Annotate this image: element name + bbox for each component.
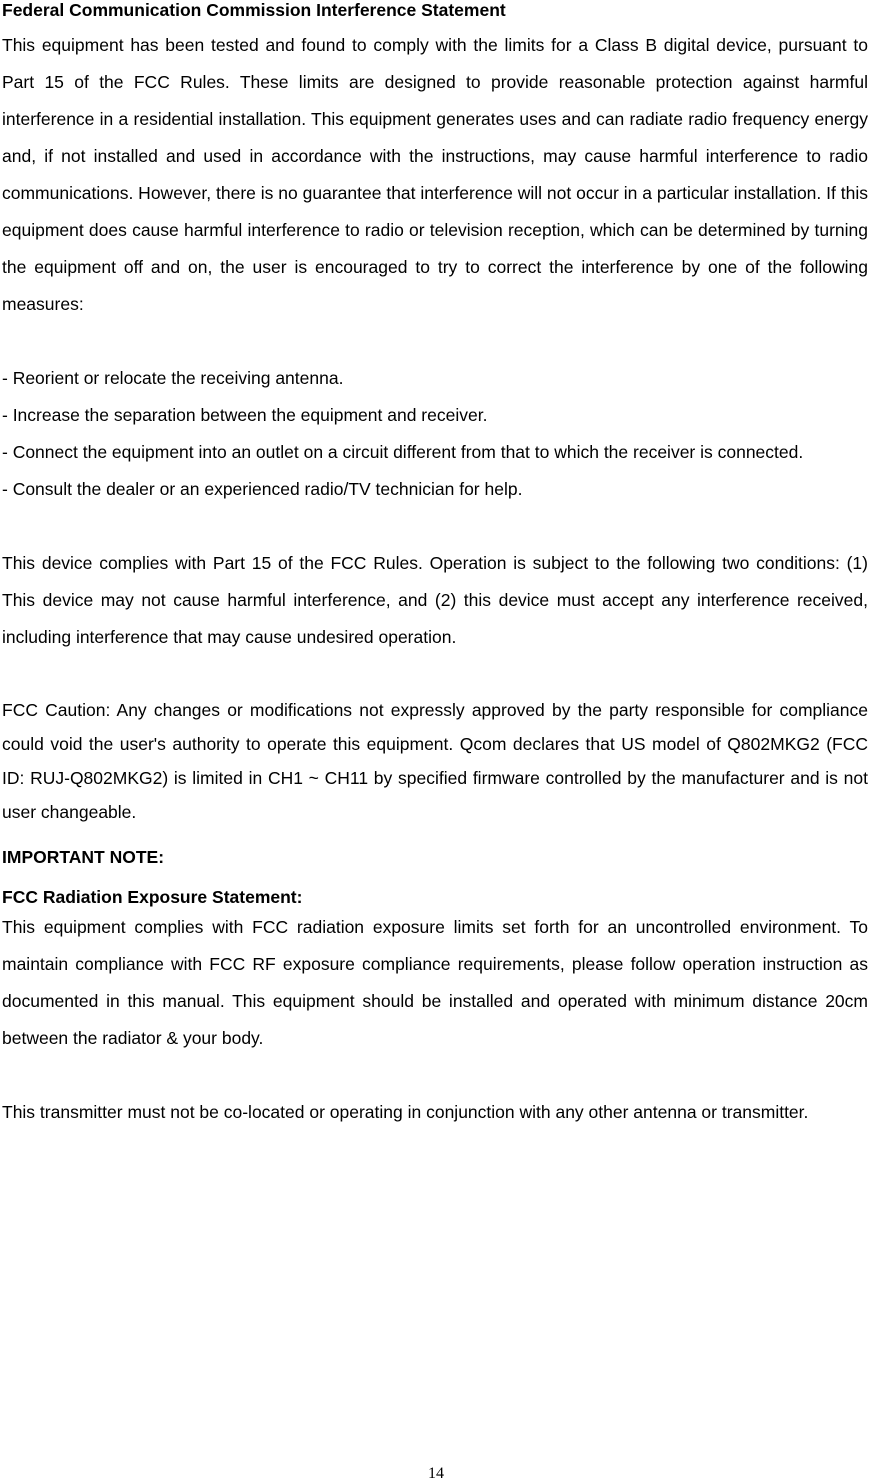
fcc-interference-body: This equipment has been tested and found to comply with the limits for a Class B digital device, pursuant to Part 15 of the FCC Rules. These limits are designed to provide reasonable protection against harmful interference in a residential installation. This equipment generates uses and can radiate radio frequency energy and, if not installed and used in accordance with the instructions, may cause harmful interference to radio communications. However, there is no guarantee that interference will not occur in a particular installation. If this equipment does cause harmful interference to radio or television reception, which can be determined by turning the equipment off and on, the user is encouraged to try to correct the interference by one of the following measures: [2,35,868,314]
page-number: 14 [428,1465,444,1482]
spacer [2,508,868,545]
measure-item: - Reorient or relocate the receiving antenna. [2,368,344,388]
important-note: IMPORTANT NOTE: [2,847,165,867]
document-page [2,0,868,1131]
fcc-caution: FCC Caution: Any changes or modifications not expressly approved by the party responsible for compliance could void the user's authority to operate this equipment. Qcom declares that US model of Q802MKG2 (FCC ID: RUJ-Q802MKG2) is limited in CH1 ~ CH11 by specified firmware controlled by the manufacturer and is not user changeable. [2,700,868,822]
spacer [2,1057,868,1094]
fcc-interference-title: Federal Communication Commission Interference Statement [2,0,506,20]
radiation-title: FCC Radiation Exposure Statement: [2,887,303,907]
part15-conditions: This device complies with Part 15 of the FCC Rules. Operation is subject to the following two conditions: (1) This device may not cause harmful interference, and (2) this device must accept any interference received, including interference that may cause undesired operation. [2,553,868,647]
spacer [2,323,868,360]
measure-item: - Consult the dealer or an experienced radio/TV technician for help. [2,479,523,499]
radiation-body: This equipment complies with FCC radiation exposure limits set forth for an uncontrolled environment. To maintain compliance with FCC RF exposure compliance requirements, please follow operation instruction as documented in this manual. This equipment should be installed and operated with minimum distance 20cm between the radiator & your body. [2,917,868,1048]
measure-item: - Connect the equipment into an outlet on a circuit different from that to which the receiver is connected. [2,442,804,462]
co-location: This transmitter must not be co-located or operating in conjunction with any other antenna or transmitter. [2,1102,809,1122]
measure-item: - Increase the separation between the equipment and receiver. [2,405,488,425]
spacer [2,656,868,693]
